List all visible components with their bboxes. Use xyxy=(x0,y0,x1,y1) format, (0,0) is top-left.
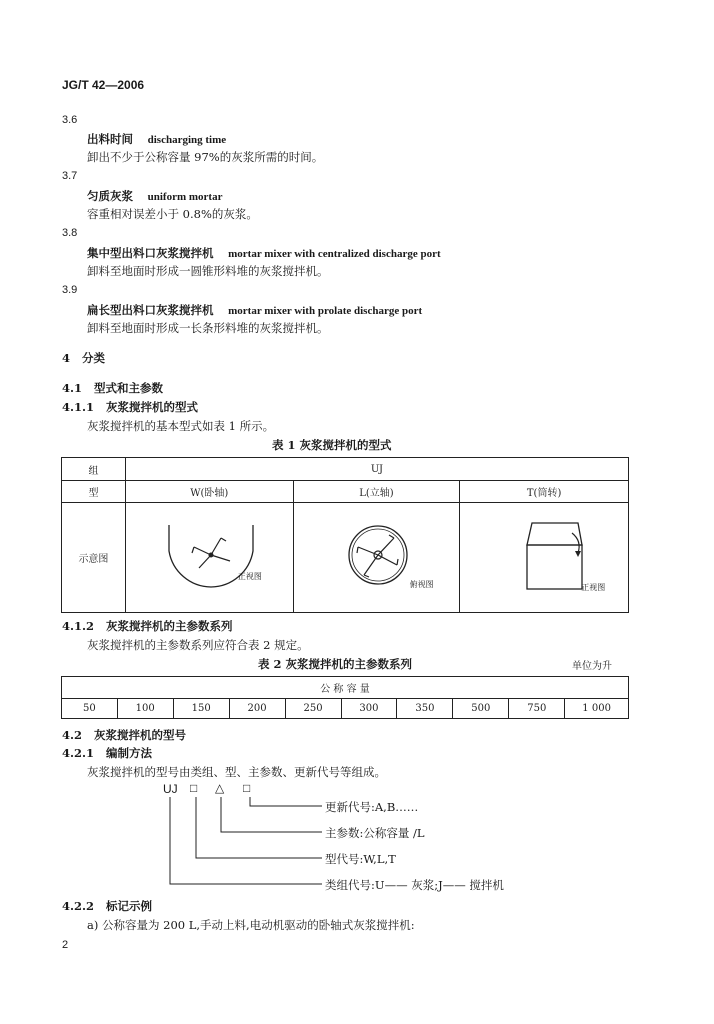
section-number: 3.8 xyxy=(62,227,78,239)
term-en: mortar mixer with prolate discharge port xyxy=(228,305,423,317)
table2-cell: 1 000 xyxy=(565,699,629,719)
model-code-legend-param: 主参数:公称容量 /L xyxy=(325,826,425,840)
heading-title: 灰浆搅拌机的型号 xyxy=(94,728,187,742)
table1-type-w: W(卧轴) xyxy=(125,481,293,503)
table1-caption: 表 1 灰浆搅拌机的型式 xyxy=(272,438,392,452)
table2-cell: 200 xyxy=(229,699,285,719)
heading-title: 分类 xyxy=(82,351,106,365)
diagram-caption: 正视图 xyxy=(581,583,606,592)
heading-number: 4.1 xyxy=(62,381,83,395)
model-code-legend-type: 型代号:W,L,T xyxy=(325,852,396,866)
model-code-update-symbol: □ xyxy=(243,781,251,795)
term-en: discharging time xyxy=(147,134,227,146)
table1-group-value: UJ xyxy=(125,458,628,481)
list-item: a) 公称容量为 200 L,手动上料,电动机驱动的卧轴式灰浆搅拌机: xyxy=(87,918,415,932)
standard-code: JG/T 42—2006 xyxy=(62,78,145,92)
heading-title: 灰浆搅拌机的主参数系列 xyxy=(106,619,233,633)
heading-number: 4 xyxy=(62,351,71,365)
term-definition: 卸出不少于公称容量 97%的灰浆所需的时间。 xyxy=(87,150,324,164)
table1-type-t: T(筒转) xyxy=(460,481,629,503)
term-zh: 扁长型出料口灰浆搅拌机 xyxy=(87,303,214,317)
term-definition: 卸料至地面时形成一圆锥形料堆的灰浆搅拌机。 xyxy=(87,264,329,278)
table2-caption: 表 2 灰浆搅拌机的主参数系列 xyxy=(258,657,413,671)
section-number: 3.7 xyxy=(62,170,78,182)
term-zh: 匀质灰浆 xyxy=(87,189,133,203)
term-zh: 出料时间 xyxy=(87,132,133,146)
term-definition: 容重相对误差小于 0.8%的灰浆。 xyxy=(87,207,258,221)
heading-number: 4.1.2 xyxy=(62,619,95,633)
model-code-type-symbol: □ xyxy=(190,781,198,795)
table2-cell: 250 xyxy=(285,699,341,719)
table1-row-label-group: 组 xyxy=(62,458,126,481)
table2-cell: 150 xyxy=(173,699,229,719)
heading-number: 4.2 xyxy=(62,728,83,742)
diagram-caption: 俯视图 xyxy=(409,580,434,589)
heading-number: 4.2.2 xyxy=(62,899,95,913)
body-text: 灰浆搅拌机的基本型式如表 1 所示。 xyxy=(87,419,275,433)
heading-number: 4.2.1 xyxy=(62,746,95,760)
table1-row-label-type: 型 xyxy=(62,481,126,503)
term-en: uniform mortar xyxy=(147,191,223,203)
page-number: 2 xyxy=(62,939,69,951)
table1-type-l: L(立轴) xyxy=(293,481,460,503)
table2-cell: 750 xyxy=(509,699,565,719)
table2-header: 公 称 容 量 xyxy=(62,677,629,699)
table2-cell: 50 xyxy=(62,699,118,719)
heading-number: 4.1.1 xyxy=(62,400,95,414)
term-zh: 集中型出料口灰浆搅拌机 xyxy=(87,246,214,260)
term-definition: 卸料至地面时形成一长条形料堆的灰浆搅拌机。 xyxy=(87,321,329,335)
section-number: 3.9 xyxy=(62,284,78,296)
subsection-heading xyxy=(62,898,152,914)
table2-unit: 单位为升 xyxy=(572,661,612,672)
model-code-legend-group: 类组代号:U—— 灰浆;J—— 搅拌机 xyxy=(325,878,504,892)
table1-row-label-diagram: 示意图 xyxy=(62,503,126,613)
heading-title: 型式和主参数 xyxy=(94,381,164,395)
section-number: 3.6 xyxy=(62,114,78,126)
heading-title: 编制方法 xyxy=(106,746,153,760)
diagram-caption: 正视图 xyxy=(237,572,262,581)
table2-cell: 500 xyxy=(453,699,509,719)
body-text: 灰浆搅拌机的型号由类组、型、主参数、更新代号等组成。 xyxy=(87,765,386,779)
heading-title: 灰浆搅拌机的型式 xyxy=(106,400,199,414)
table2-cell: 350 xyxy=(397,699,453,719)
body-text: 灰浆搅拌机的主参数系列应符合表 2 规定。 xyxy=(87,638,309,652)
model-code-legend-update: 更新代号:A,B…… xyxy=(325,800,419,814)
table2-cell: 300 xyxy=(341,699,397,719)
heading-title: 标记示例 xyxy=(106,899,153,913)
table2-cell: 100 xyxy=(117,699,173,719)
model-code-prefix: UJ xyxy=(163,782,178,796)
model-code-param-symbol: △ xyxy=(215,781,225,795)
term-en: mortar mixer with centralized discharge port xyxy=(228,248,441,260)
